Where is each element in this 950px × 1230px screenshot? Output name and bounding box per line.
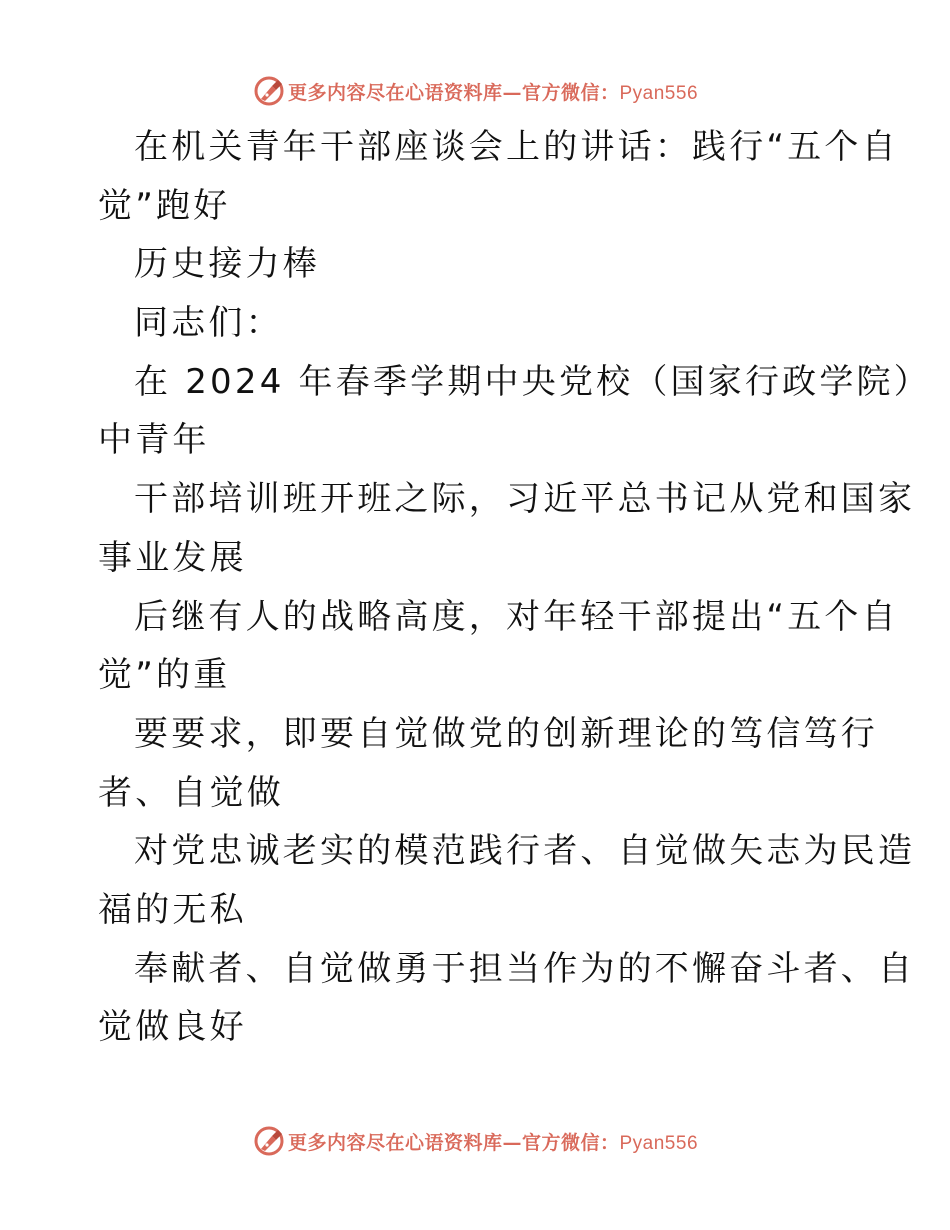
text-line: 要要求，即要自觉做党的创新理论的笃信笃行 — [134, 713, 878, 754]
text-line: 福的无私 — [98, 889, 247, 930]
text-line: 在机关青年干部座谈会上的讲话：践行“五个自 — [134, 127, 899, 167]
watermark-text: 更多内容尽在心语资料库—官方微信：Pyan556 — [287, 81, 699, 104]
text-line: 干部培训班开班之际，习近平总书记从党和国家 — [134, 479, 916, 520]
pen-nib-logo-icon — [252, 74, 286, 108]
watermark-text: 更多内容尽在心语资料库—官方微信：Pyan556 — [287, 1131, 699, 1154]
document-body — [98, 118, 931, 1057]
footer-watermark — [0, 1121, 950, 1161]
pen-nib-logo-icon — [252, 1124, 286, 1158]
text-line: 同志们： — [134, 303, 283, 344]
text-line: 对党忠诚老实的模范践行者、自觉做矢志为民造 — [134, 831, 916, 872]
header-watermark — [0, 71, 950, 111]
text-line: 觉”的重 — [98, 655, 231, 696]
text-line: 者、自觉做 — [98, 772, 284, 813]
text-line: 事业发展 — [98, 537, 247, 578]
text-line: 觉做良好 — [98, 1007, 247, 1048]
text-line: 觉”跑好 — [98, 185, 231, 226]
text-line: 在 2024 年春季学期中央党校（国家行政学院） — [134, 361, 931, 402]
text-line: 奉献者、自觉做勇于担当作为的不懈奋斗者、自 — [134, 948, 916, 989]
text-line: 后继有人的战略高度，对年轻干部提出“五个自 — [134, 596, 899, 637]
text-line: 历史接力棒 — [134, 244, 320, 285]
text-line: 中青年 — [98, 420, 210, 461]
